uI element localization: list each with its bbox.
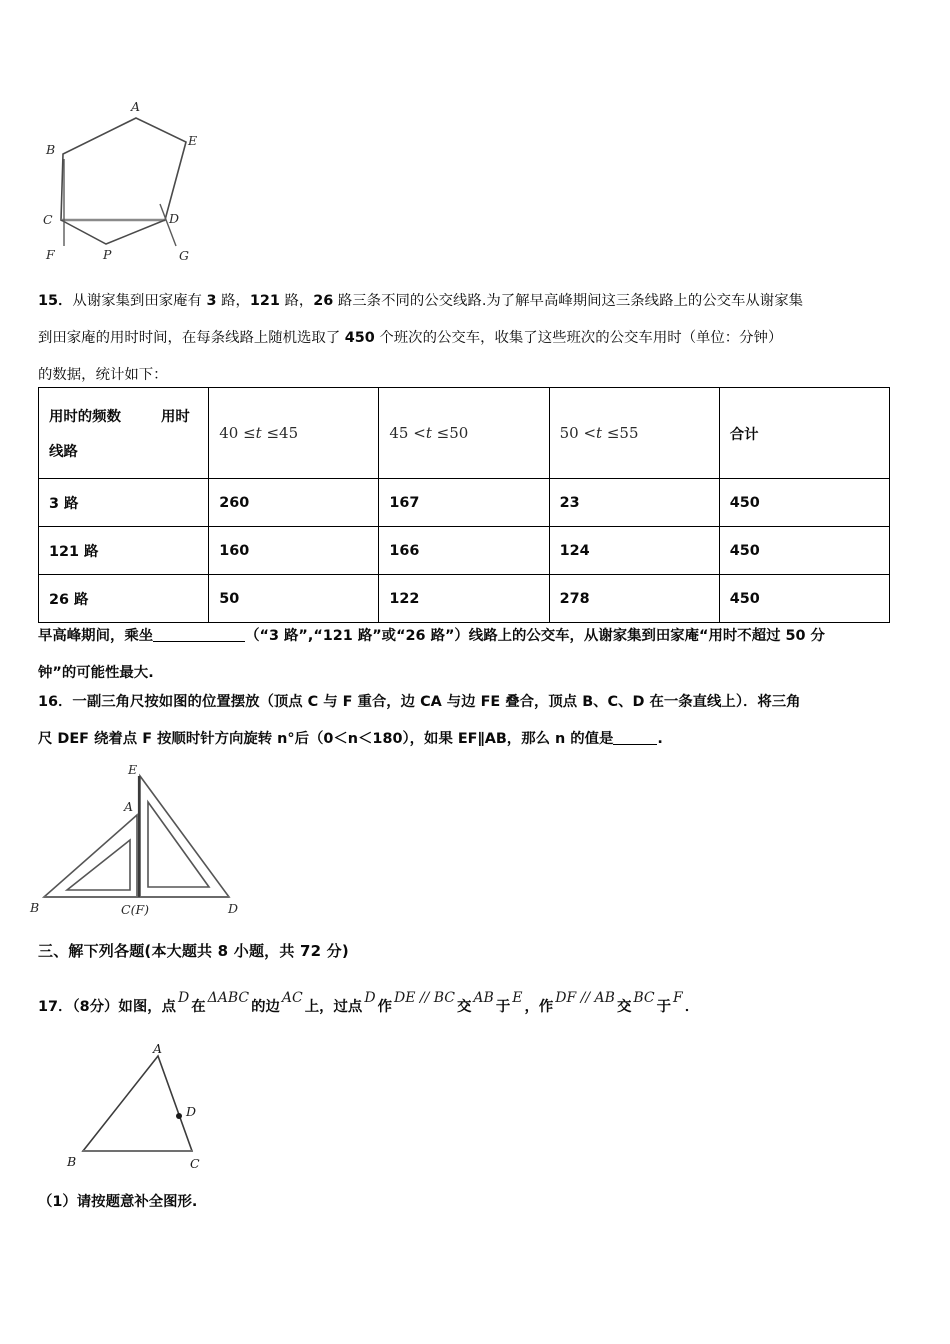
q17-math-BC: BC xyxy=(633,990,655,1006)
row-cell-range2: 122 xyxy=(379,575,549,623)
q17-math-DF-parallel-AB: DF // AB xyxy=(555,990,615,1006)
q15-answer-prefix: 早高峰期间，乘坐 xyxy=(38,628,154,644)
table-col-header-total: 合计 xyxy=(719,388,889,479)
corner-header-top-1: 用时的频数 xyxy=(49,409,121,425)
pentagon-label-P: P xyxy=(103,247,112,262)
q15-sample-size: 450 xyxy=(344,330,375,346)
ruler-label-B: B xyxy=(30,900,40,915)
pentagon-outline xyxy=(61,118,186,220)
q15-route-26: 26 xyxy=(313,293,334,309)
row-cell-total: 450 xyxy=(719,479,889,527)
q17-t9: 交 xyxy=(616,999,632,1015)
q17-math-triangle-ABC: ΔABC xyxy=(207,990,250,1006)
row-cell-range1: 50 xyxy=(209,575,379,623)
question-16-text xyxy=(38,684,918,758)
q16-l1: 一副三角尺按如图的位置摆放（顶点 C 与 F 重合，边 CA 与边 FE 叠合，顶点 B、C、D 在一条直线上）．将三角 xyxy=(72,694,801,710)
row-route-label: 3 路 xyxy=(39,479,209,527)
q17-t5: 作 xyxy=(377,999,392,1015)
triangle-label-B: B xyxy=(67,1154,77,1169)
section-3-heading: 三、解下列各题(本大题共 8 小题，共 72 分) xyxy=(38,942,349,960)
q15-route-3: 3 xyxy=(206,293,217,309)
q15-l1d: 路三条不同的公交线路 xyxy=(333,293,482,309)
ruler-triangle-efd xyxy=(140,776,229,897)
q17-t11: ． xyxy=(684,999,700,1015)
q17-t2: 在 xyxy=(191,999,206,1015)
triangle-outline xyxy=(83,1056,192,1151)
triangle-label-A: A xyxy=(153,1044,163,1056)
q17-math-D2: D xyxy=(364,990,376,1006)
answer-blank[interactable] xyxy=(153,626,245,642)
row-cell-total: 450 xyxy=(719,575,889,623)
q15-l1c: 路， xyxy=(279,293,314,309)
question-15-number: 15． xyxy=(38,293,73,309)
range3-rhs: 55 xyxy=(619,424,639,442)
q17-math-D1: D xyxy=(178,990,190,1006)
ruler-label-E: E xyxy=(128,762,138,777)
row-cell-range3: 278 xyxy=(549,575,719,623)
triangle-rulers-figure xyxy=(24,762,264,927)
question-15-text xyxy=(38,283,918,394)
q15-answer-line-2: 钟”的可能性最大. xyxy=(38,665,154,681)
q17-t8: ，作 xyxy=(524,999,554,1015)
q15-l1b: 路， xyxy=(216,293,250,309)
q17-t10: 于 xyxy=(656,999,672,1015)
ruler-triangle-abc xyxy=(44,815,137,897)
corner-header-top-2: 用时 xyxy=(160,409,190,425)
point-d-marker xyxy=(176,1113,182,1119)
question-15-line-2 xyxy=(38,320,918,357)
q15-route-121: 121 xyxy=(249,293,280,309)
row-route-label: 26 路 xyxy=(39,575,209,623)
pentagon-label-B: B xyxy=(46,142,56,157)
range2-rhs: 50 xyxy=(449,424,469,442)
q17-t1: 如图，点 xyxy=(118,999,176,1015)
range2-op2: ≤ xyxy=(436,424,450,442)
pentagon-label-E: E xyxy=(188,133,198,148)
q15-answer-line-1 xyxy=(38,618,918,655)
range3-lhs: 50 xyxy=(559,424,579,442)
range2-lhs: 45 xyxy=(389,424,409,442)
question-16-number: 16． xyxy=(38,694,73,710)
q17-t7: 于 xyxy=(495,999,511,1015)
table-row xyxy=(39,479,890,527)
q17-t6: 交 xyxy=(457,999,472,1015)
table-row xyxy=(39,527,890,575)
question-17-sub-1: （1）请按题意补全图形. xyxy=(38,1194,198,1210)
triangle-abc-svg xyxy=(55,1044,255,1184)
q17-math-DE-parallel-BC: DE // BC xyxy=(393,990,456,1006)
question-15-line-1 xyxy=(38,283,918,320)
q15-answer-suffix: （“3 路”,“121 路”或“26 路”）线路上的公交车，从谢家集到田家庵“用时不超过 50 分 xyxy=(245,628,825,644)
pentagon-label-G: G xyxy=(179,248,189,263)
question-15-answer-sentence xyxy=(38,618,918,692)
pentagon-svg xyxy=(36,96,226,266)
pentagon-label-F: F xyxy=(46,247,55,262)
row-cell-range3: 124 xyxy=(549,527,719,575)
row-cell-range2: 166 xyxy=(379,527,549,575)
q17-math-AB1: AB xyxy=(473,990,494,1006)
ruler-label-CF: C(F) xyxy=(121,902,149,917)
triangle-label-C: C xyxy=(190,1156,200,1171)
question-17-number: 17． xyxy=(38,999,73,1015)
q15-l2a: 到田家庵的用时时间，在每条线路上随机选取了 xyxy=(38,330,345,346)
range3-var: t xyxy=(596,424,603,442)
range3-op1: < xyxy=(583,424,597,442)
q15-l1e: .为了解早高峰期间这三条线路上的公交车从谢家集 xyxy=(481,293,803,309)
range1-lhs: 40 xyxy=(219,424,239,442)
table-corner-header xyxy=(39,388,209,479)
question-16-line-2 xyxy=(38,721,918,758)
ruler-left-inner xyxy=(67,840,130,890)
row-cell-range1: 260 xyxy=(209,479,379,527)
range1-op2: ≤ xyxy=(266,424,280,442)
q17-t4: 上，过点 xyxy=(304,999,363,1015)
table-col-header-range-2 xyxy=(379,388,549,479)
question-15-line-3: 的数据，统计如下： xyxy=(38,367,168,383)
range2-var: t xyxy=(425,424,432,442)
question-16-line-1 xyxy=(38,684,918,721)
table-header-row xyxy=(39,388,890,479)
range3-op2: ≤ xyxy=(606,424,620,442)
answer-blank[interactable] xyxy=(613,730,657,745)
q17-t3: 的边 xyxy=(251,999,280,1015)
q15-l2b: 个班次的公交车，收集了这些班次的公交车用时（单位：分钟） xyxy=(374,330,783,346)
ruler-right-inner xyxy=(148,802,209,887)
q17-math-F: F xyxy=(673,990,683,1006)
triangle-label-D: D xyxy=(186,1104,197,1119)
triangle-abc-figure xyxy=(55,1044,255,1184)
row-cell-total: 450 xyxy=(719,527,889,575)
range1-op1: ≤ xyxy=(243,424,256,442)
frequency-table xyxy=(38,387,890,623)
question-17-text xyxy=(38,978,928,1027)
ruler-label-D: D xyxy=(228,901,239,916)
question-17-score: （8分） xyxy=(72,999,119,1015)
q15-l1a: 从谢家集到田家庵有 xyxy=(72,293,207,309)
row-route-label: 121 路 xyxy=(39,527,209,575)
corner-header-bottom: 线路 xyxy=(49,444,78,460)
pentagon-label-D: D xyxy=(169,211,180,226)
ruler-label-A: A xyxy=(124,799,134,814)
row-cell-range3: 23 xyxy=(549,479,719,527)
table-row xyxy=(39,575,890,623)
row-cell-range2: 167 xyxy=(379,479,549,527)
range2-op1: < xyxy=(413,424,426,442)
range1-var: t xyxy=(255,424,262,442)
q16-l2b: . xyxy=(657,731,663,747)
triangle-rulers-svg xyxy=(24,762,264,927)
pentagon-figure xyxy=(36,96,226,266)
row-cell-range1: 160 xyxy=(209,527,379,575)
q17-math-AC: AC xyxy=(281,990,303,1006)
path-cpd xyxy=(61,220,165,244)
pentagon-label-C: C xyxy=(43,212,53,227)
range1-rhs: 45 xyxy=(279,424,299,442)
table-col-header-range-1 xyxy=(209,388,379,479)
pentagon-label-A: A xyxy=(131,99,141,114)
q17-math-E: E xyxy=(512,990,523,1006)
q16-l2a: 尺 DEF 绕着点 F 按顺时针方向旋转 n°后（0＜n＜180），如果 EF∥AB，那么 n 的值是 xyxy=(38,731,614,747)
table-col-header-range-3 xyxy=(549,388,719,479)
